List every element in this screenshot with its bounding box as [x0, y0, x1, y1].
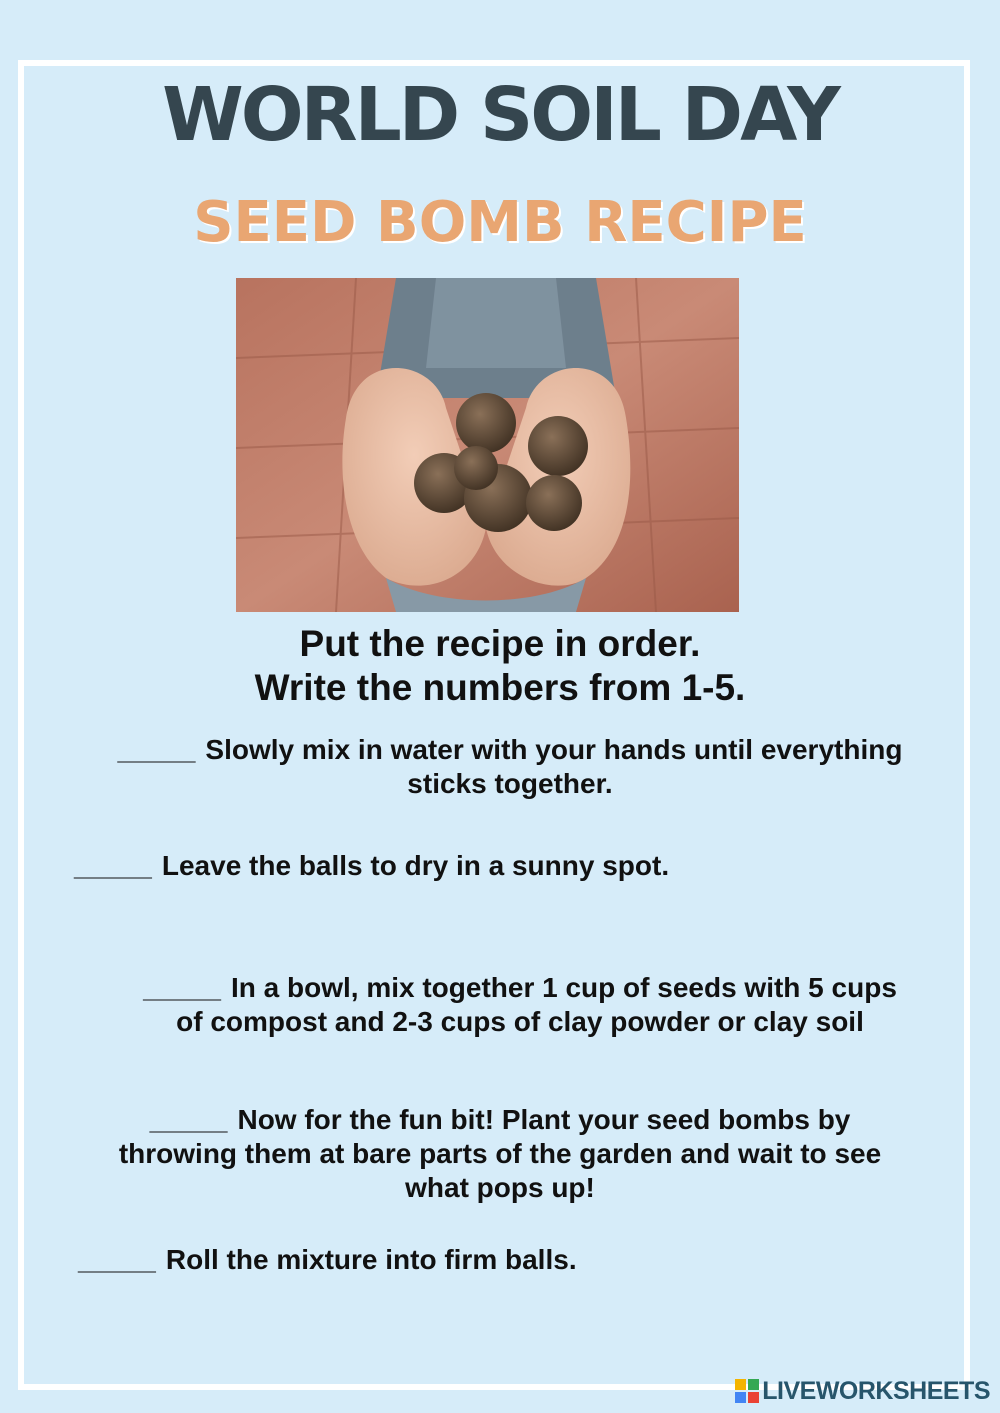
instructions-line-2: Write the numbers from 1-5. [254, 667, 746, 708]
step-text: Leave the balls to dry in a sunny spot. [161, 850, 670, 881]
instructions-line-1: Put the recipe in order. [299, 623, 701, 664]
page-title: WORLD SOIL DAY [162, 72, 838, 158]
step-text: Roll the mixture into firm balls. [165, 1244, 577, 1275]
step-text: what pops up! [405, 1172, 595, 1203]
answer-blank[interactable]: _____ [117, 734, 196, 765]
step-text: Slowly mix in water with your hands until everything [205, 734, 903, 765]
step-text: of compost and 2-3 cups of clay powder or clay soil [176, 1006, 864, 1037]
hands-holding-seed-bombs-photo [236, 278, 739, 612]
step-text: throwing them at bare parts of the garden and wait to see [118, 1138, 882, 1169]
page-subtitle: SEED BOMB RECIPE [193, 190, 807, 255]
step-item [40, 971, 1000, 1039]
step-text: In a bowl, mix together 1 cup of seeds with 5 cups [230, 972, 897, 1003]
answer-blank[interactable]: _____ [78, 1244, 156, 1275]
step-item [40, 733, 980, 801]
liveworksheets-logo-icon [734, 1378, 760, 1404]
step-text: sticks together. [407, 768, 613, 799]
answer-blank[interactable]: _____ [143, 972, 221, 1003]
step-item [30, 1103, 970, 1205]
step-item [74, 849, 974, 883]
answer-blank[interactable]: _____ [74, 850, 152, 881]
brand-footer [734, 1376, 990, 1406]
instructions [0, 622, 1000, 710]
step-item [78, 1243, 978, 1277]
brand-name: LIVEWORKSHEETS [762, 1376, 990, 1405]
step-text: Now for the fun bit! Plant your seed bombs by [237, 1104, 851, 1135]
answer-blank[interactable]: _____ [149, 1104, 228, 1135]
